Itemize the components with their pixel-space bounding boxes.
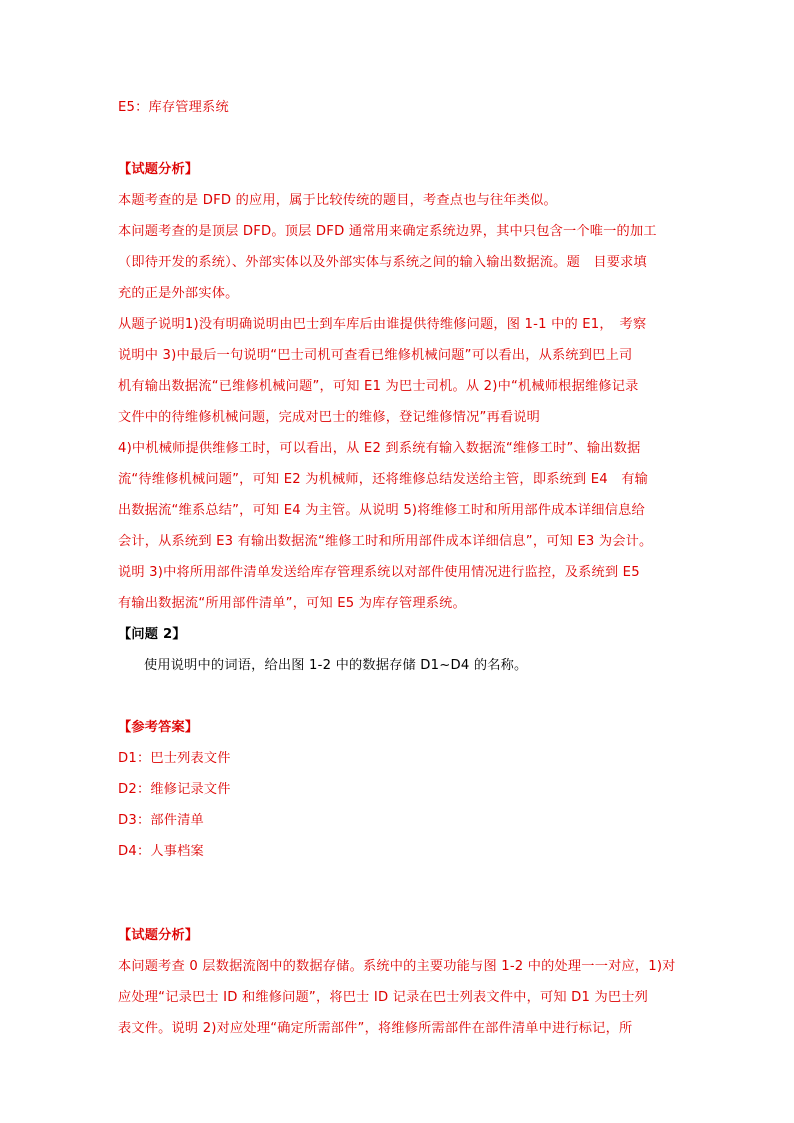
document-content <box>118 92 684 1044</box>
analysis-1-row-2: 本问题考查的是顶层 DFD。顶层 DFD 通常用来确定系统边界，其中只包含一个唯一的加工 <box>118 224 657 239</box>
analysis-2-row-3: 表文件。说明 2)对应处理“确定所需部件”，将维修所需部件在部件清单中进行标记，所 <box>118 1021 633 1036</box>
analysis-1-row-12: 会计，从系统到 E3 有输出数据流“维修工时和所用部件成本详细信息”，可知 E3 为会计。 <box>118 534 653 549</box>
analysis-2-row-1: 本问题考查 0 层数据流阁中的数据存储。系统中的主要功能与图 1-2 中的处理一一对应，1)对 <box>118 959 676 974</box>
analysis-1-row-8: 文件中的待维修机械问题，完成对巴士的维修，登记维修情况”再看说明 <box>118 410 541 425</box>
analysis-1-row-7: 机有输出数据流“已维修机械问题”，可知 E1 为巴士司机。从 2)中“机械师根据维修记录 <box>118 379 639 394</box>
answer-item-d3: D3：部件清单 <box>118 813 204 828</box>
spacer <box>118 123 684 154</box>
analysis-1-row-11: 出数据流“维系总结”，可知 E4 为主管。从说明 5)将维修工时和所用部件成本详细信息给 <box>118 503 645 518</box>
question-2-body: 使用说明中的词语，给出图 1-2 中的数据存储 D1~D4 的名称。 <box>144 658 528 673</box>
analysis-1-row-13: 说明 3)中将所用部件清单发送给库存管理系统以对部件使用情况进行监控，及系统到 E5 <box>118 565 640 580</box>
analysis-1-row-5: 从题子说明1)没有明确说明由巴士到车库后由谁提供待维修问题，图 1-1 中的 E1， 考察 <box>118 317 647 332</box>
analysis-1-row-14: 有输出数据流“所用部件清单”，可知 E5 为库存管理系统。 <box>118 596 466 611</box>
spacer <box>118 898 684 920</box>
section-heading-analysis-2: 【试题分析】 <box>118 928 199 943</box>
spacer <box>118 867 684 898</box>
analysis-1-row-3: （即待开发的系统）、外部实体以及外部实体与系统之间的输入输出数据流。题 目要求填 <box>118 255 647 270</box>
spacer <box>118 681 684 712</box>
analysis-1-row-1: 本题考查的是 DFD 的应用，属于比较传统的题目，考查点也与往年类似。 <box>118 193 557 208</box>
answer-item-d2: D2：维修记录文件 <box>118 782 231 797</box>
analysis-1-row-4: 充的正是外部实体。 <box>118 286 239 301</box>
analysis-1-row-6: 说明中 3)中最后一句说明“巴士司机可查看已维修机械问题”可以看出，从系统到巴上司 <box>118 348 633 363</box>
answer-item-d4: D4：人事档案 <box>118 844 204 859</box>
answer-item-d1: D1：巴士列表文件 <box>118 751 231 766</box>
analysis-2-row-2: 应处理“记录巴士 ID 和维修问题”，将巴士 ID 记录在巴士列表文件中，可知 D1 为巴士列 <box>118 990 649 1005</box>
section-heading-analysis-1: 【试题分析】 <box>118 162 199 177</box>
entity-line-e5: E5：库存管理系统 <box>118 100 229 115</box>
analysis-1-row-9: 4)中机械师提供维修工时，可以看出，从 E2 到系统有输入数据流“维修工时”、输出数据 <box>118 441 641 456</box>
answer-heading: 【参考答案】 <box>118 720 199 735</box>
analysis-1-row-10: 流“待维修机械问题”，可知 E2 为机械师，还将维修总结发送给主管，即系统到 E4 有输 <box>118 472 649 487</box>
question-2-heading: 【问题 2】 <box>118 627 186 642</box>
